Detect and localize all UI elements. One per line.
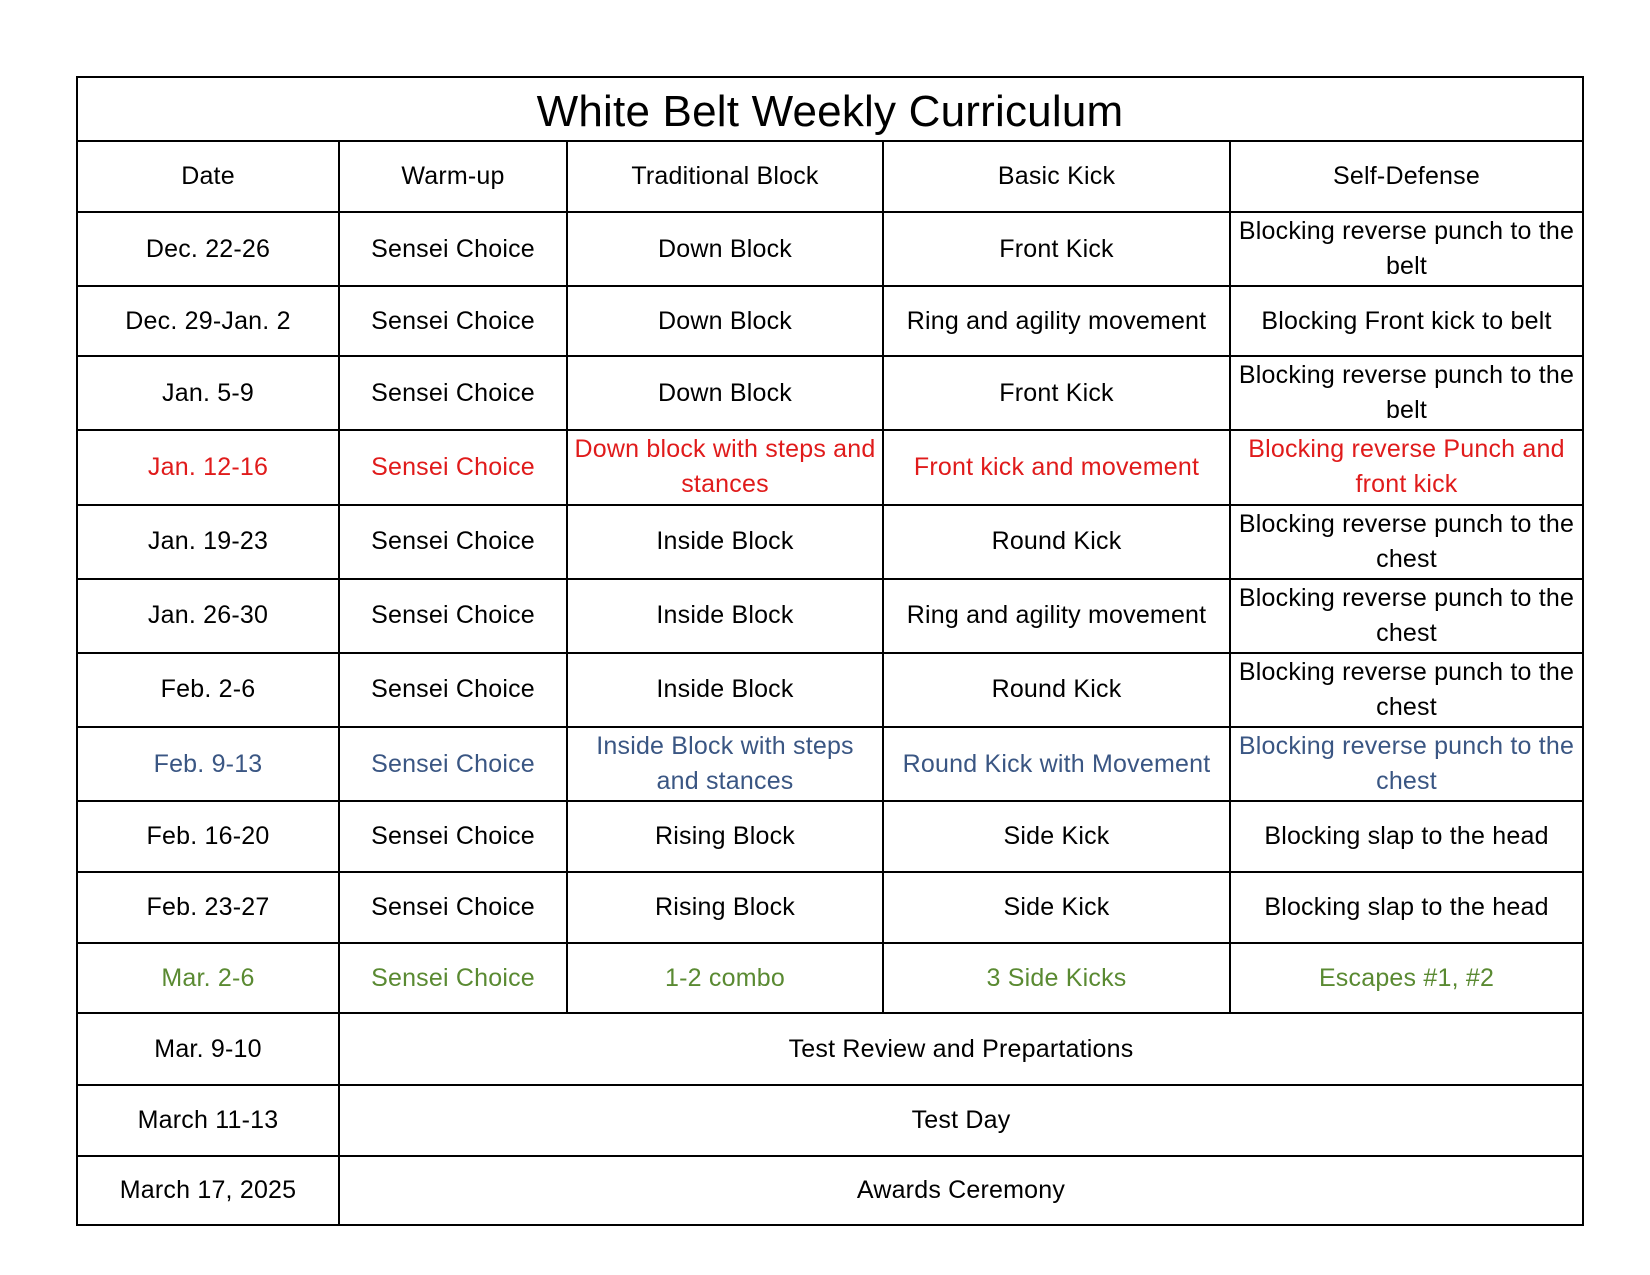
date-cell: Mar. 9-10 [77,1013,339,1084]
defense-cell: Blocking reverse punch to the belt [1230,356,1583,430]
defense-cell: Blocking reverse punch to the belt [1230,212,1583,286]
block-cell: Rising Block [567,872,883,943]
date-cell: March 11-13 [77,1085,339,1156]
table-row [77,430,1583,504]
warmup-cell: Sensei Choice [339,356,567,430]
date-cell: Jan. 12-16 [77,430,339,504]
date-cell: Jan. 5-9 [77,356,339,430]
warmup-cell: Sensei Choice [339,579,567,653]
date-cell: March 17, 2025 [77,1156,339,1225]
date-cell: Jan. 19-23 [77,505,339,579]
kick-cell: Ring and agility movement [883,579,1230,653]
kick-cell: Side Kick [883,801,1230,872]
date-cell: Feb. 9-13 [77,727,339,801]
defense-cell: Blocking Front kick to belt [1230,286,1583,356]
table-row [77,943,1583,1013]
kick-cell: Round Kick [883,505,1230,579]
header-traditional-block: Traditional Block [567,141,883,212]
warmup-cell: Sensei Choice [339,286,567,356]
defense-cell: Blocking reverse punch to the chest [1230,579,1583,653]
kick-cell: Round Kick [883,653,1230,727]
date-cell: Jan. 26-30 [77,579,339,653]
event-activity-cell: Test Review and Prepartations [339,1013,1583,1084]
defense-cell: Blocking slap to the head [1230,801,1583,872]
block-cell: Down block with steps and stances [567,430,883,504]
defense-cell: Blocking slap to the head [1230,872,1583,943]
table-row [77,286,1583,356]
event-row [77,1013,1583,1084]
event-activity-cell: Awards Ceremony [339,1156,1583,1225]
defense-cell: Blocking reverse punch to the chest [1230,653,1583,727]
date-cell: Dec. 29-Jan. 2 [77,286,339,356]
event-activity-cell: Test Day [339,1085,1583,1156]
table-row [77,505,1583,579]
table-title: White Belt Weekly Curriculum [77,77,1583,141]
kick-cell: Front kick and movement [883,430,1230,504]
event-row [77,1085,1583,1156]
warmup-cell: Sensei Choice [339,212,567,286]
table-row [77,356,1583,430]
block-cell: Inside Block [567,579,883,653]
title-row [77,77,1583,141]
table-row [77,653,1583,727]
kick-cell: Side Kick [883,872,1230,943]
kick-cell: Front Kick [883,356,1230,430]
warmup-cell: Sensei Choice [339,872,567,943]
table-row [77,872,1583,943]
warmup-cell: Sensei Choice [339,505,567,579]
defense-cell: Escapes #1, #2 [1230,943,1583,1013]
header-warmup: Warm-up [339,141,567,212]
defense-cell: Blocking reverse punch to the chest [1230,505,1583,579]
date-cell: Feb. 23-27 [77,872,339,943]
block-cell: Down Block [567,212,883,286]
warmup-cell: Sensei Choice [339,801,567,872]
header-basic-kick: Basic Kick [883,141,1230,212]
curriculum-table [76,76,1584,1226]
table-row [77,212,1583,286]
kick-cell: Ring and agility movement [883,286,1230,356]
kick-cell: Round Kick with Movement [883,727,1230,801]
defense-cell: Blocking reverse Punch and front kick [1230,430,1583,504]
event-row [77,1156,1583,1225]
table-row [77,727,1583,801]
warmup-cell: Sensei Choice [339,943,567,1013]
table-row [77,801,1583,872]
block-cell: Inside Block [567,653,883,727]
header-date: Date [77,141,339,212]
header-self-defense: Self-Defense [1230,141,1583,212]
defense-cell: Blocking reverse punch to the chest [1230,727,1583,801]
warmup-cell: Sensei Choice [339,430,567,504]
block-cell: Inside Block [567,505,883,579]
block-cell: 1-2 combo [567,943,883,1013]
date-cell: Feb. 16-20 [77,801,339,872]
date-cell: Feb. 2-6 [77,653,339,727]
date-cell: Mar. 2-6 [77,943,339,1013]
block-cell: Down Block [567,356,883,430]
warmup-cell: Sensei Choice [339,727,567,801]
warmup-cell: Sensei Choice [339,653,567,727]
kick-cell: Front Kick [883,212,1230,286]
header-row [77,141,1583,212]
block-cell: Down Block [567,286,883,356]
block-cell: Rising Block [567,801,883,872]
kick-cell: 3 Side Kicks [883,943,1230,1013]
date-cell: Dec. 22-26 [77,212,339,286]
table-row [77,579,1583,653]
block-cell: Inside Block with steps and stances [567,727,883,801]
